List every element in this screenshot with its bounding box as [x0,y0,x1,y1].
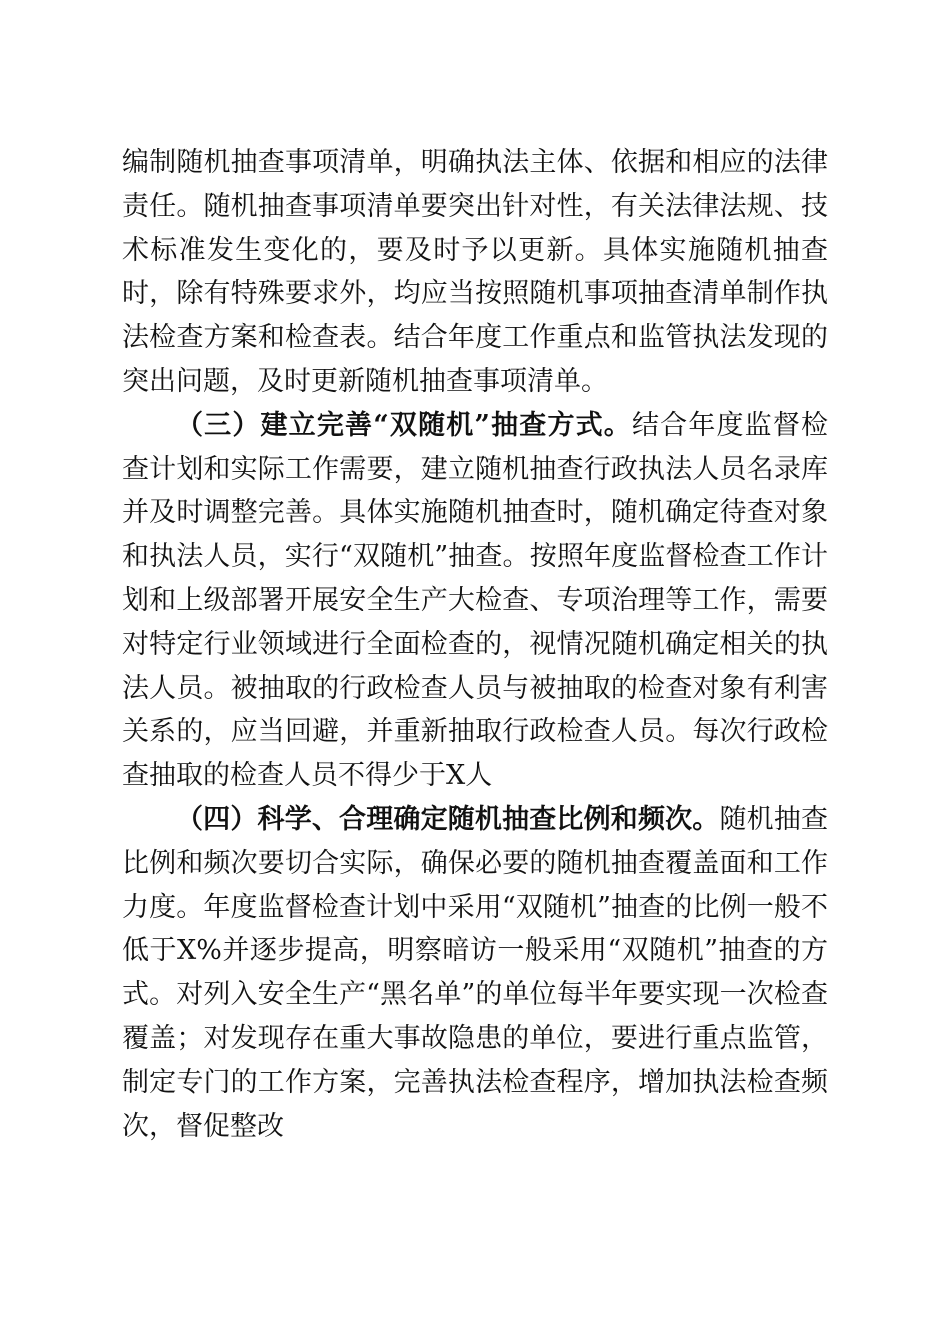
paragraph-text: 编制随机抽查事项清单，明确执法主体、依据和相应的法律责任。随机抽查事项清单要突出针对性，有关法律法规、技术标准发生变化的，要及时予以更新。具体实施随机抽查时，除有特殊要求外，均应当按照随机事项抽查清单制作执法检查方案和检查表。结合年度工作重点和监管执法发现的突出问题，及时更新随机抽查事项清单。 [122,147,828,397]
paragraph-section-4 [122,798,828,1148]
section-heading: （四）科学、合理确定随机抽查比例和频次。 [176,803,720,835]
paragraph-continued [122,141,828,404]
paragraph-text: 结合年度监督检查计划和实际工作需要，建立随机抽查行政执法人员名录库并及时调整完善。具体实施随机抽查时，随机确定待查对象和执法人员，实行“双随机”抽查。按照年度监督检查工作计划和上级部署开展安全生产大检查、专项治理等工作，需要对特定行业领域进行全面检查的，视情况随机确定相关的执法人员。被抽取的行政检查人员与被抽取的检查对象有利害关系的，应当回避，并重新抽取行政检查人员。每次行政检查抽取的检查人员不得少于X人 [122,409,829,792]
paragraph-section-3 [122,404,828,798]
document-body [122,141,828,1148]
section-heading: （三）建立完善“双随机”抽查方式。 [176,409,632,441]
paragraph-text: 随机抽查比例和频次要切合实际，确保必要的随机抽查覆盖面和工作力度。年度监督检查计划中采用“双随机”抽查的比例一般不低于X%并逐步提高，明察暗访一般采用“双随机”抽查的方式。对列入安全生产“黑名单”的单位每半年要实现一次检查覆盖；对发现存在重大事故隐患的单位，要进行重点监管，制定专门的工作方案，完善执法检查程序，增加执法检查频次，督促整改 [122,803,829,1142]
